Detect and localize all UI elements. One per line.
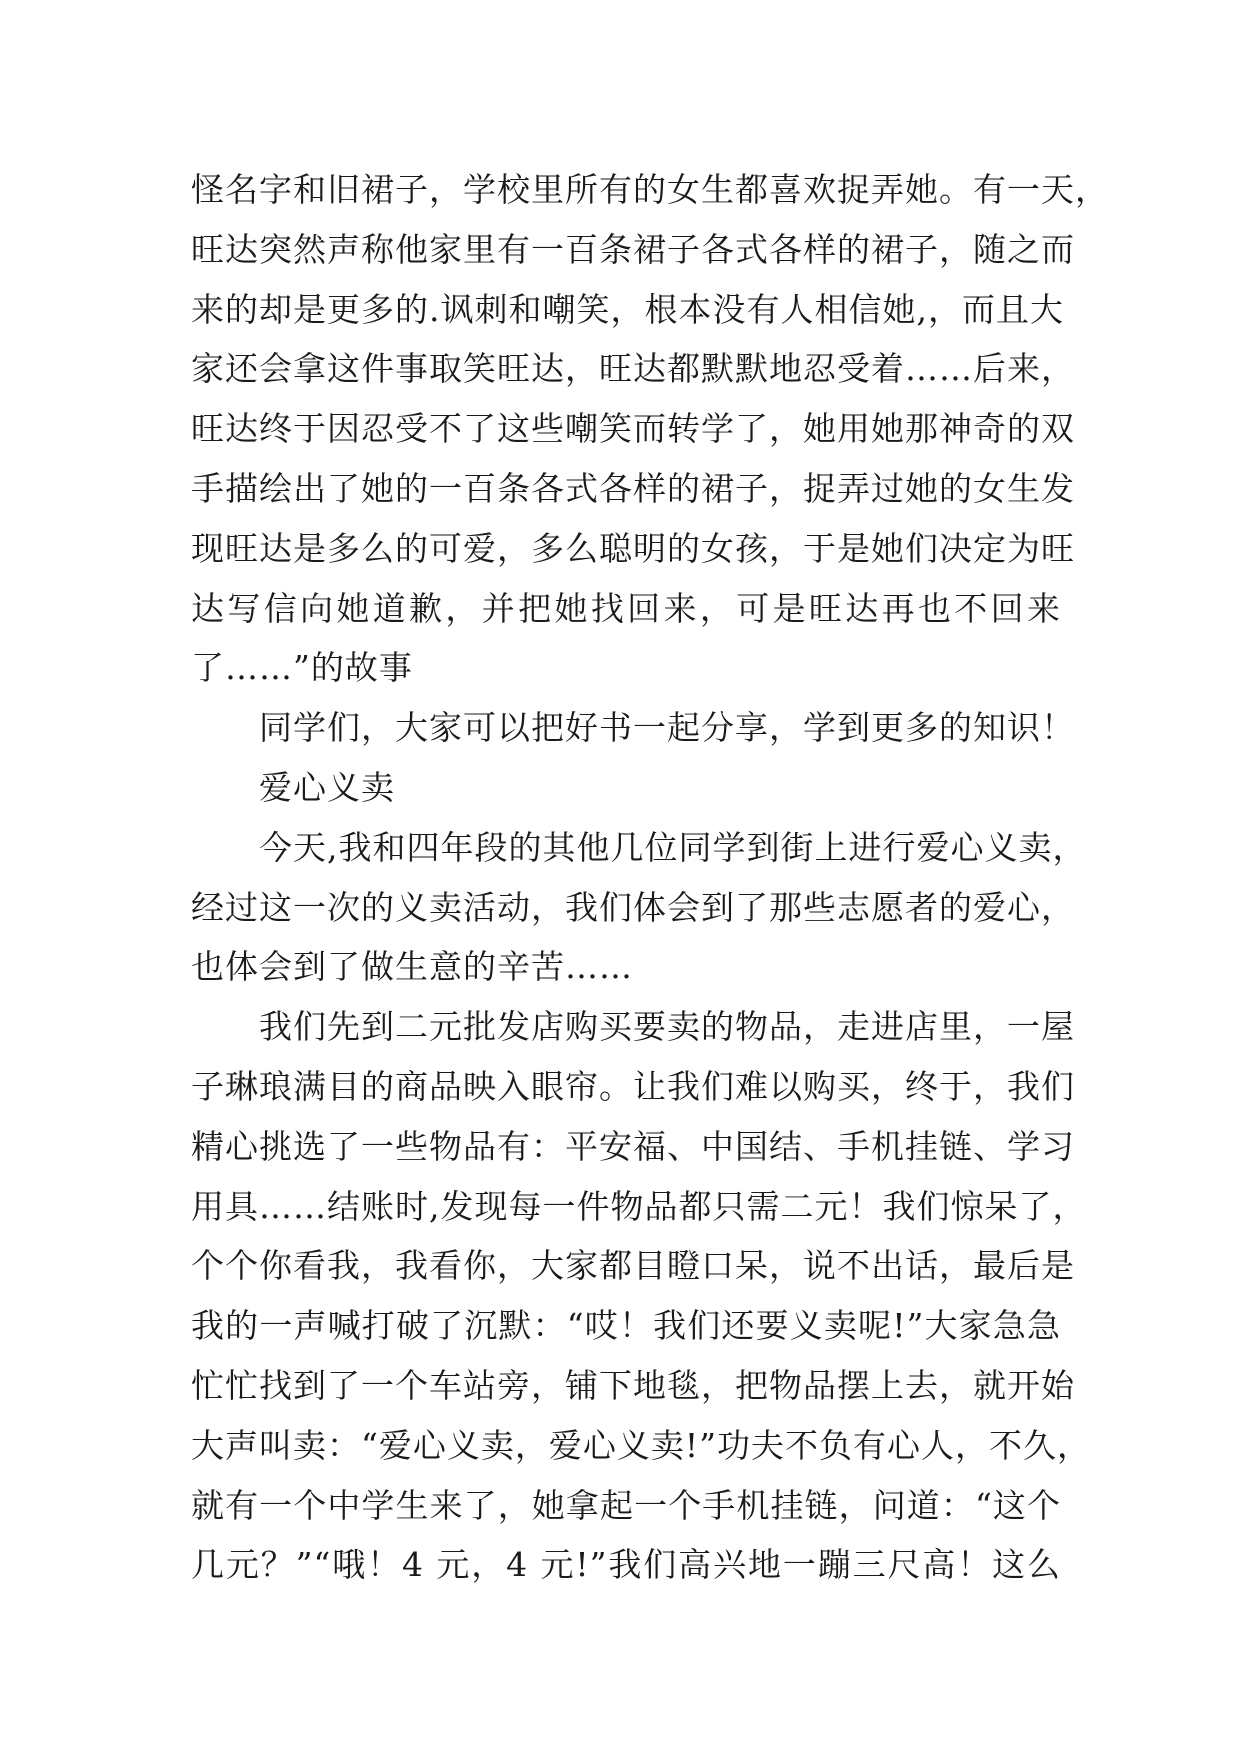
text-line: 来的却是更多的.讽刺和嘲笑，根本没有人相信她,，而且大 [191,289,1064,329]
section-heading: 爱心义卖 [259,767,395,807]
document-body [191,160,1109,1595]
text-line: 精心挑选了一些物品有：平安福、中国结、手机挂链、学习 [191,1126,1075,1166]
text-line: 同学们，大家可以把好书一起分享，学到更多的知识！ [259,708,1075,748]
text-line: 旺达终于因忍受不了这些嘲笑而转学了，她用她那神奇的双 [191,409,1075,449]
text-line: 经过这一次的义卖活动，我们体会到了那些志愿者的爱心， [191,887,1075,927]
text-line: 旺达突然声称他家里有一百条裙子各式各样的裙子，随之而 [191,229,1075,269]
text-line: 大声叫卖：“爱心义卖，爱心义卖!”功夫不负有心人，不久， [191,1425,1092,1465]
text-line: 个个你看我，我看你，大家都目瞪口呆，说不出话，最后是 [191,1246,1075,1286]
text-line: 家还会拿这件事取笑旺达，旺达都默默地忍受着……后来， [191,349,1075,389]
text-line: 就有一个中学生来了，她拿起一个手机挂链，问道：“这个 [191,1485,1061,1525]
text-line: 现旺达是多么的可爱，多么聪明的女孩，于是她们决定为旺 [191,528,1075,568]
text-line: 怪名字和旧裙子，学校里所有的女生都喜欢捉弄她。有一天， [191,170,1109,209]
text-line: 也体会到了做生意的辛苦…… [191,947,633,987]
text-line: 几元？”“哦！4 元，4 元!”我们高兴地一蹦三尺高！这么 [191,1545,1061,1585]
text-line: 达写信向她道歉，并把她找回来，可是旺达再也不回来 [191,588,1061,628]
text-line: 我们先到二元批发店购买要卖的物品，走进店里，一屋 [259,1007,1075,1047]
text-line: 手描绘出了她的一百条各式各样的裙子，捉弄过她的女生发 [191,468,1075,508]
text-line: 用具……结账时,发现每一件物品都只需二元！我们惊呆了， [191,1186,1087,1226]
text-line: 我的一声喊打破了沉默：“哎！我们还要义卖呢!”大家急急 [191,1306,1061,1346]
text-line: 子琳琅满目的商品映入眼帘。让我们难以购买，终于，我们 [191,1066,1075,1106]
text-line: 忙忙找到了一个车站旁，铺下地毯，把物品摆上去，就开始 [191,1365,1075,1405]
text-line: 了……”的故事 [191,648,413,688]
text-line: 今天,我和四年段的其他几位同学到街上进行爱心义卖， [259,827,1087,867]
